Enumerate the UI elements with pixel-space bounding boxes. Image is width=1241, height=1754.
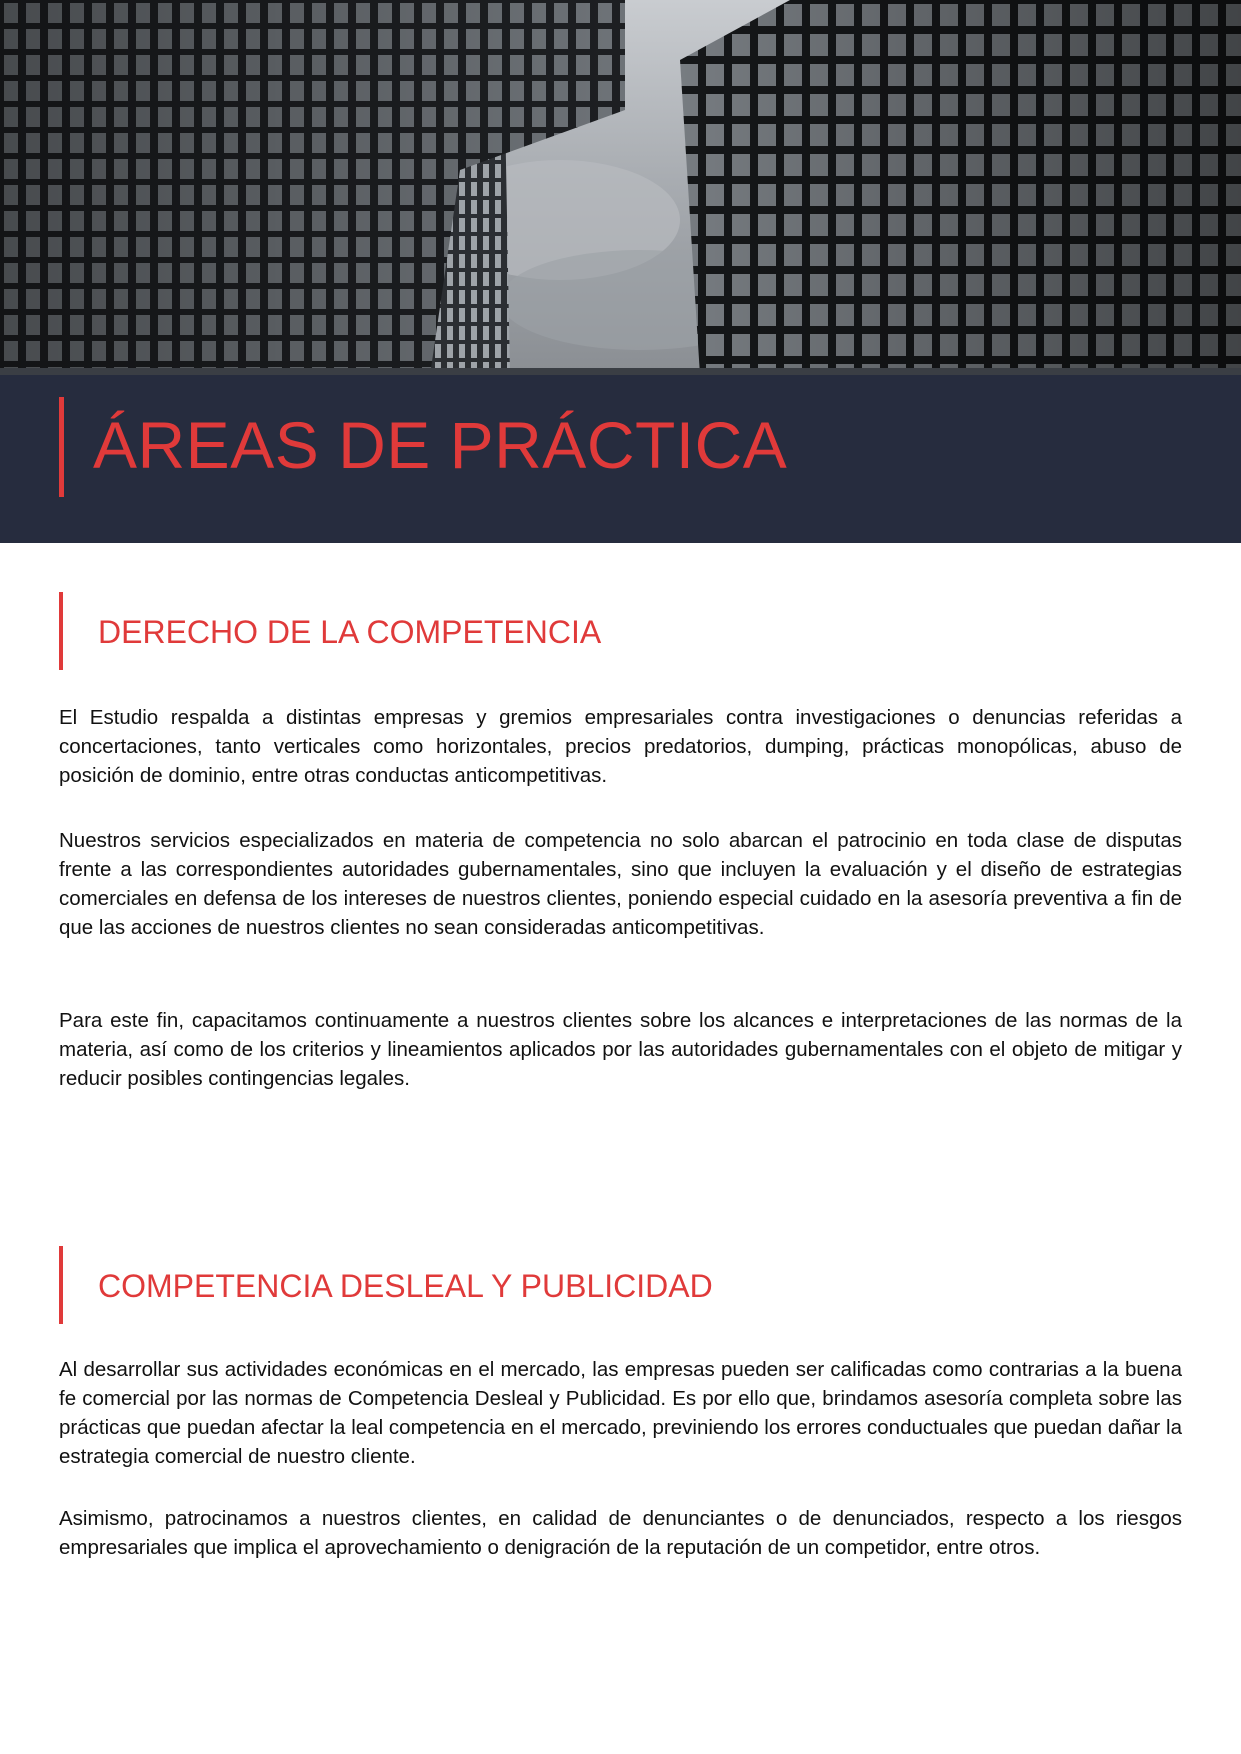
accent-bar: [59, 397, 64, 497]
section-heading-competencia: [59, 592, 1179, 672]
paragraph: Asimismo, patrocinamos a nuestros clientes, en calidad de denunciantes o de denunciados, respecto a los riesgos empresariales que implica el aprovechamiento o denigración de la reputación de un competidor, entre otros.: [59, 1507, 1182, 1559]
section-title: COMPETENCIA DESLEAL Y PUBLICIDAD: [98, 1268, 713, 1304]
paragraph: Al desarrollar sus actividades económicas en el mercado, las empresas pueden ser calificadas como contrarias a la buena fe comercial por las normas de Competencia Desleal y Publicidad. Es por ello que, brindamos asesoría completa sobre las prácticas que puedan afectar la leal competencia en el mercado, previniendo los errores conductuales que puedan dañar la estrategia comercial de nuestro cliente.: [59, 1358, 1182, 1468]
accent-bar: [59, 592, 63, 670]
hero-image: [0, 0, 1241, 375]
paragraph: Nuestros servicios especializados en materia de competencia no solo abarcan el patrocinio en toda clase de disputas frente a las correspondientes autoridades gubernamentales, sino que incluyen la evaluación y el diseño de estrategias comerciales en defensa de los intereses de nuestros clientes, poniendo especial cuidado en la asesoría preventiva a fin de que las acciones de nuestros clientes no sean consideradas anticompetitivas.: [59, 829, 1182, 939]
paragraph: El Estudio respalda a distintas empresas y gremios empresariales contra investigaciones o denuncias referidas a concertaciones, tanto verticales como horizontales, precios predatorios, dumping, prácticas monopólicas, abuso de posición de dominio, entre otras conductas anticompetitivas.: [59, 706, 1182, 787]
accent-bar: [59, 1246, 63, 1324]
section-title: DERECHO DE LA COMPETENCIA: [98, 614, 602, 650]
title-band: [0, 375, 1241, 543]
section-heading-desleal: [59, 1246, 1179, 1326]
page-title: ÁREAS DE PRÁCTICA: [93, 408, 788, 482]
buildings-photo: [0, 0, 1241, 375]
paragraph: Para este fin, capacitamos continuamente a nuestros clientes sobre los alcances e interpretaciones de las normas de la materia, así como de los criterios y lineamientos aplicados por las autoridades gubernamentales con el objeto de mitigar y reducir posibles contingencias legales.: [59, 1009, 1182, 1090]
